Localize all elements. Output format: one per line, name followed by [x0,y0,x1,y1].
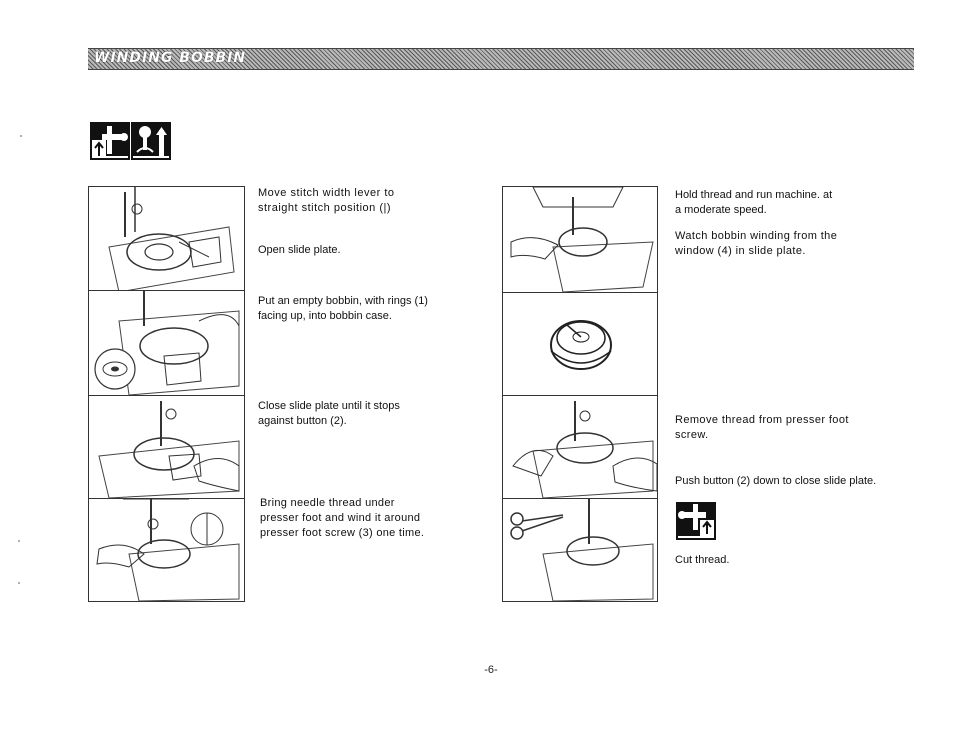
header-bar [88,48,914,70]
scan-speck [18,540,20,542]
step-watch-bobbin: Watch bobbin winding from the window (4) in slide plate. [675,230,838,257]
illustration-bobbin-winding-window [503,293,657,396]
page-title: WINDING BOBBIN [94,50,247,66]
illustration-insert-bobbin [89,291,244,396]
illustration-cut-thread [503,499,657,601]
needle-up-icon [90,122,130,160]
needle-up-icon [676,502,716,540]
scan-speck [20,135,22,137]
step-close-slide-plate: Close slide plate until it stops against button (2). [258,400,400,427]
scan-speck [18,582,20,584]
illustration-remove-thread [503,396,657,499]
step-push-button: Push button (2) down to close slide plate. [675,475,877,487]
step-remove-thread: Remove thread from presser foot screw. [675,414,849,441]
illustration-open-slide-plate [89,187,244,291]
right-illustration-column [502,186,658,602]
illustration-hold-thread [503,187,657,293]
bobbin-winding-icon [131,122,171,160]
step-cut-thread: Cut thread. [675,554,730,566]
illustration-wind-thread-presser-foot [89,499,244,601]
left-illustration-column [88,186,245,602]
step-insert-bobbin: Put an empty bobbin, with rings (1) facing up, into bobbin case. [258,295,428,322]
step-move-stitch-lever: Move stitch width lever to straight stitch position (|) [258,187,395,214]
illustration-close-slide-plate [89,396,244,499]
step-hold-thread-run: Hold thread and run machine. at a moderate speed. [675,189,833,216]
step-wind-thread: Bring needle thread under presser foot and wind it around presser foot screw (3) one time. [260,497,425,539]
page-number: -6- [484,664,498,676]
step-open-slide-plate: Open slide plate. [258,244,341,256]
